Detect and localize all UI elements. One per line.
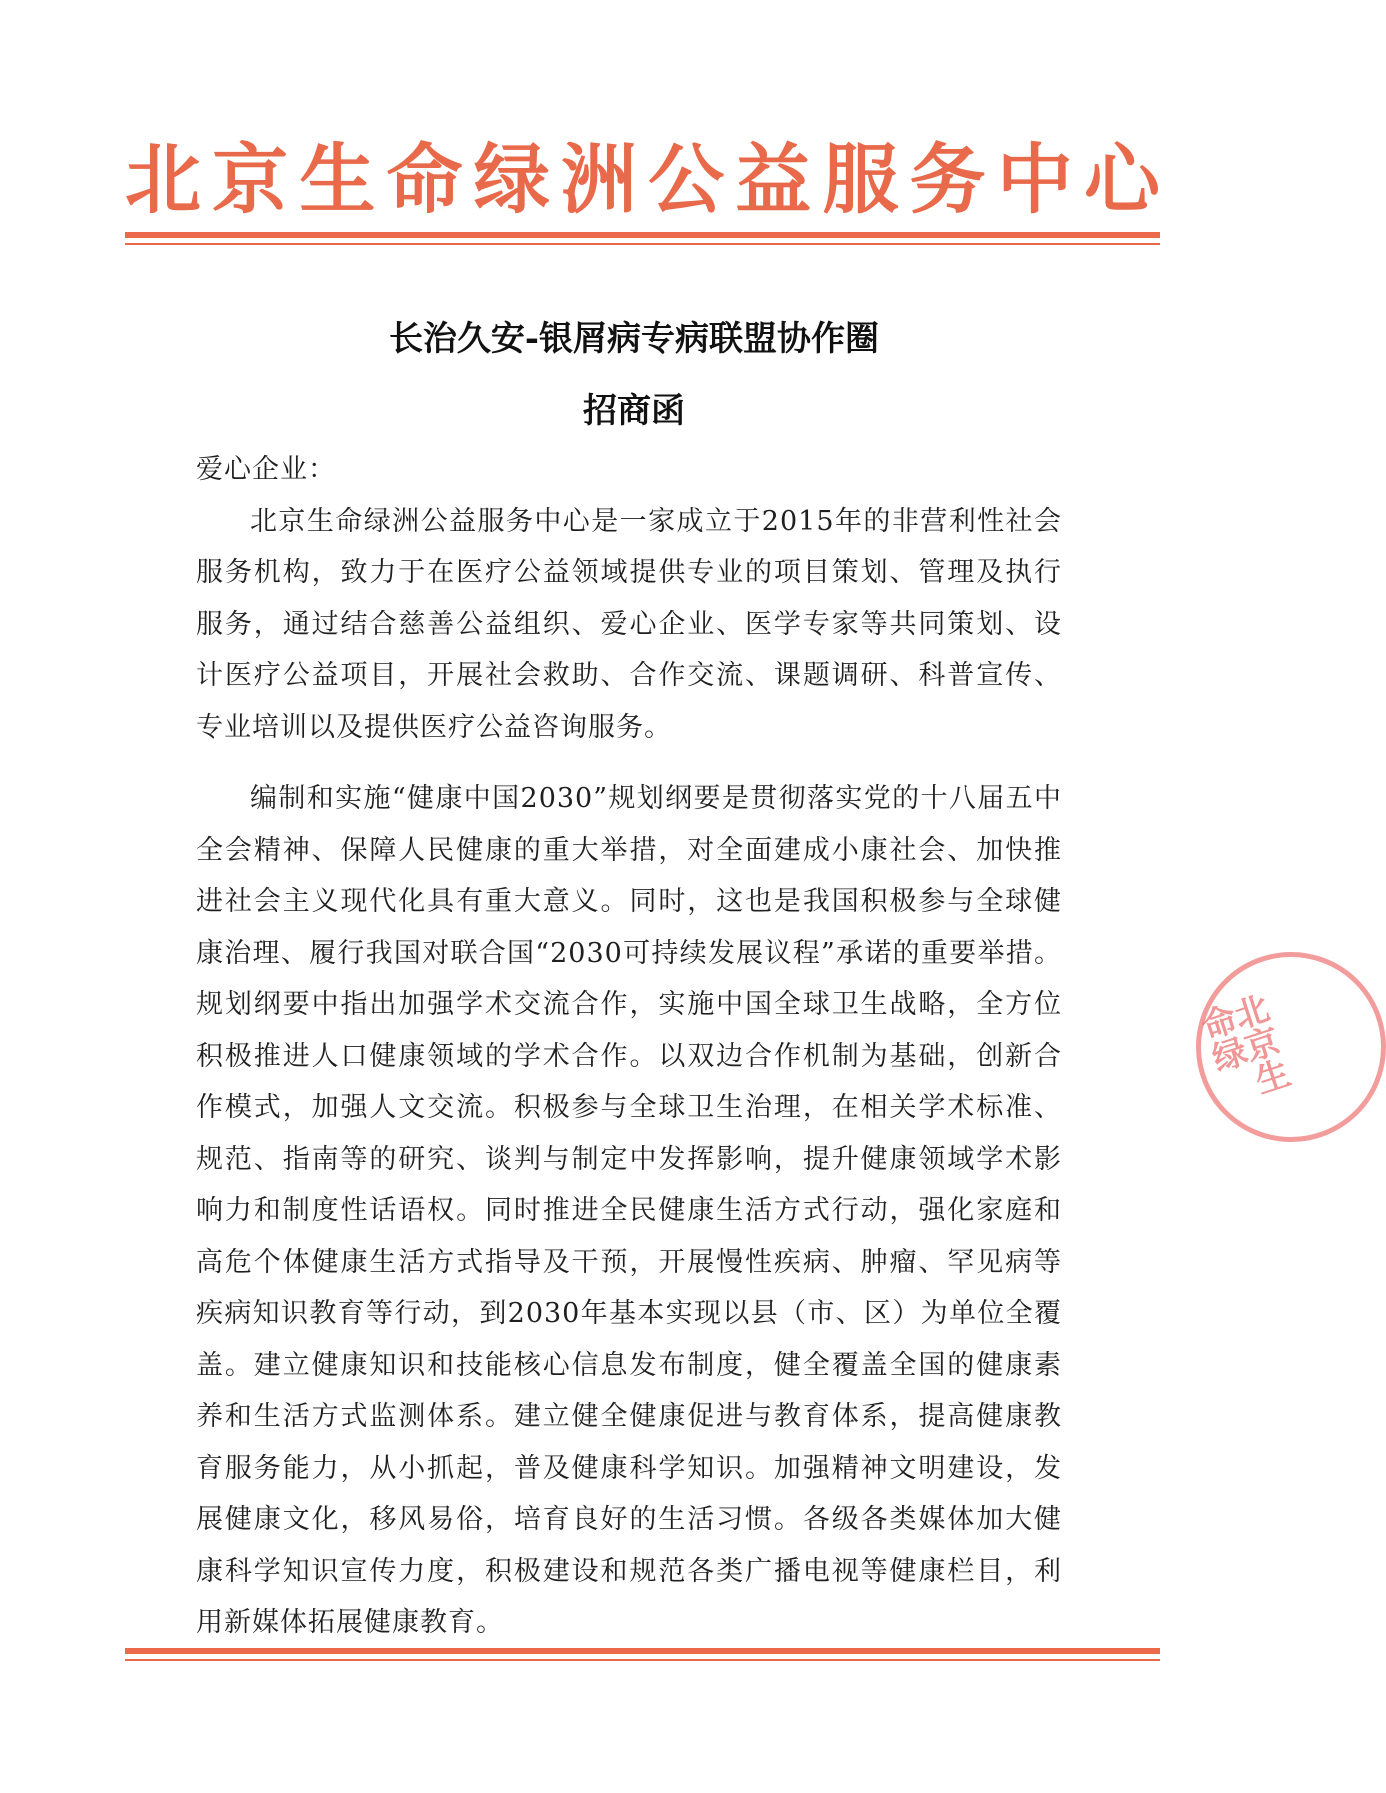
letterhead-org-name: 北京生命绿洲公益服务中心: [125, 135, 1160, 224]
letter-body: [196, 444, 1062, 1649]
paragraph-intro: 北京生命绿洲公益服务中心是一家成立于2015年的非营利性社会服务机构，致力于在医疗公益领域提供专业的项目策划、管理及执行服务，通过结合慈善公益组织、爱心企业、医学专家等共同策划、设计医疗公益项目，开展社会救助、合作交流、课题调研、科普宣传、专业培训以及提供医疗公益咨询服务。: [196, 505, 1062, 743]
divider-thin-line: [125, 243, 1160, 245]
paragraph-healthy-china: 编制和实施“健康中国2030”规划纲要是贯彻落实党的十八届五中全会精神、保障人民健康的重大举措，对全面建成小康社会、加快推进社会主义现代化具有重大意义。同时，这也是我国积极参与全球健康治理、履行我国对联合国“2030可持续发展议程”承诺的重要举措。规划纲要中指出加强学术交流合作，实施中国全球卫生战略，全方位积极推进人口健康领域的学术合作。以双边合作机制为基础，创新合作模式，加强人文交流。积极参与全球卫生治理，在相关学术标准、规范、指南等的研究、谈判与制定中发挥影响，提升健康领域学术影响力和制度性话语权。同时推进全民健康生活方式行动，强化家庭和高危个体健康生活方式指导及干预，开展慢性疾病、肿瘤、罕见病等疾病知识教育等行动，到2030年基本实现以县（市、区）为单位全覆盖。建立健康知识和技能核心信息发布制度，健全覆盖全国的健康素养和生活方式监测体系。建立健全健康促进与教育体系，提高健康教育服务能力，从小抓起，普及健康科学知识。加强精神文明建设，发展健康文化，移风易俗，培育良好的生活习惯。各级各类媒体加大健康科学知识宣传力度，积极建设和规范各类广播电视等健康栏目，利用新媒体拓展健康教育。: [196, 783, 1062, 1638]
document-title: 长治久安-银屑病专病联盟协作圈: [388, 319, 880, 359]
footer-thin-line: [125, 1659, 1160, 1661]
divider-thick-line: [125, 232, 1160, 238]
official-seal: [1191, 952, 1386, 1142]
seal-text: 北京生命绿: [1191, 989, 1294, 1100]
footer-thick-line: [125, 1648, 1160, 1654]
salutation: 爱心企业：: [196, 454, 336, 485]
letterhead-divider: [125, 232, 1160, 245]
document-subtitle: 招商函: [583, 391, 685, 431]
footer-divider: [125, 1648, 1160, 1661]
